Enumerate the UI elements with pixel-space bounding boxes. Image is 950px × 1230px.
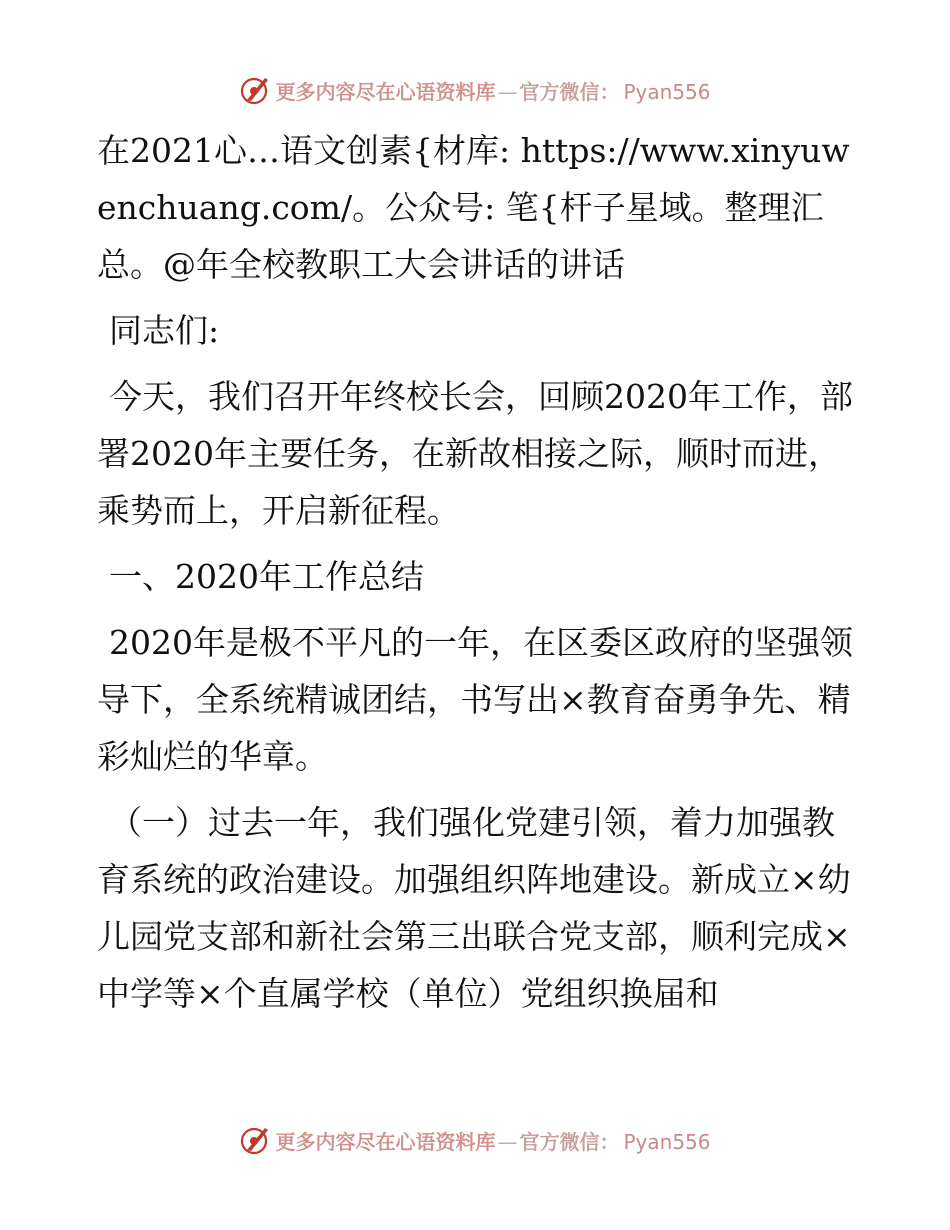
watermark-contact-label: 官方微信： (519, 1129, 620, 1154)
watermark-separator: — (497, 1129, 518, 1154)
quill-logo-icon (239, 1124, 271, 1156)
quill-logo-icon (239, 74, 271, 106)
summary-paragraph: 2020年是极不平凡的一年，在区委区政府的坚强领导下，全系统精诚团结，书写出×教育奋勇争先、精彩灿烂的华章。 (97, 623, 853, 776)
header-watermark (0, 70, 950, 110)
watermark-contact-id: Pyan556 (623, 1129, 711, 1154)
footer-watermark (0, 1120, 950, 1160)
document-body (97, 122, 857, 1022)
watermark-main: 更多内容尽在心语资料库 (275, 1129, 496, 1154)
watermark-text (275, 1126, 710, 1155)
party-building-paragraph: （一）过去一年，我们强化党建引领，着力加强教育系统的政治建设。加强组织阵地建设。新成立×幼儿园党支部和新社会第三出联合党支部，顺利完成×中学等×个直属学校（单位）党组织换届和 (97, 803, 851, 1013)
salutation: 同志们: (109, 311, 220, 350)
watermark-contact-label: 官方微信： (519, 79, 620, 104)
opening-paragraph: 今天，我们召开年终校长会，回顾2020年工作，部署2020年主要任务，在新故相接之际，顺时而进，乘势而上，开启新征程。 (97, 377, 853, 530)
watermark-contact-id: Pyan556 (623, 79, 711, 104)
section-heading: 一、2020年工作总结 (109, 557, 424, 596)
watermark-text (275, 76, 710, 105)
watermark-separator: — (497, 79, 518, 104)
intro-paragraph: 在2021心…语文创素{材库: https://www.xinyuwenchuang.com/。公众号: 笔{杆子星域。整理汇总。@年全校教职工大会讲话的讲话 (97, 131, 850, 284)
watermark-main: 更多内容尽在心语资料库 (275, 79, 496, 104)
